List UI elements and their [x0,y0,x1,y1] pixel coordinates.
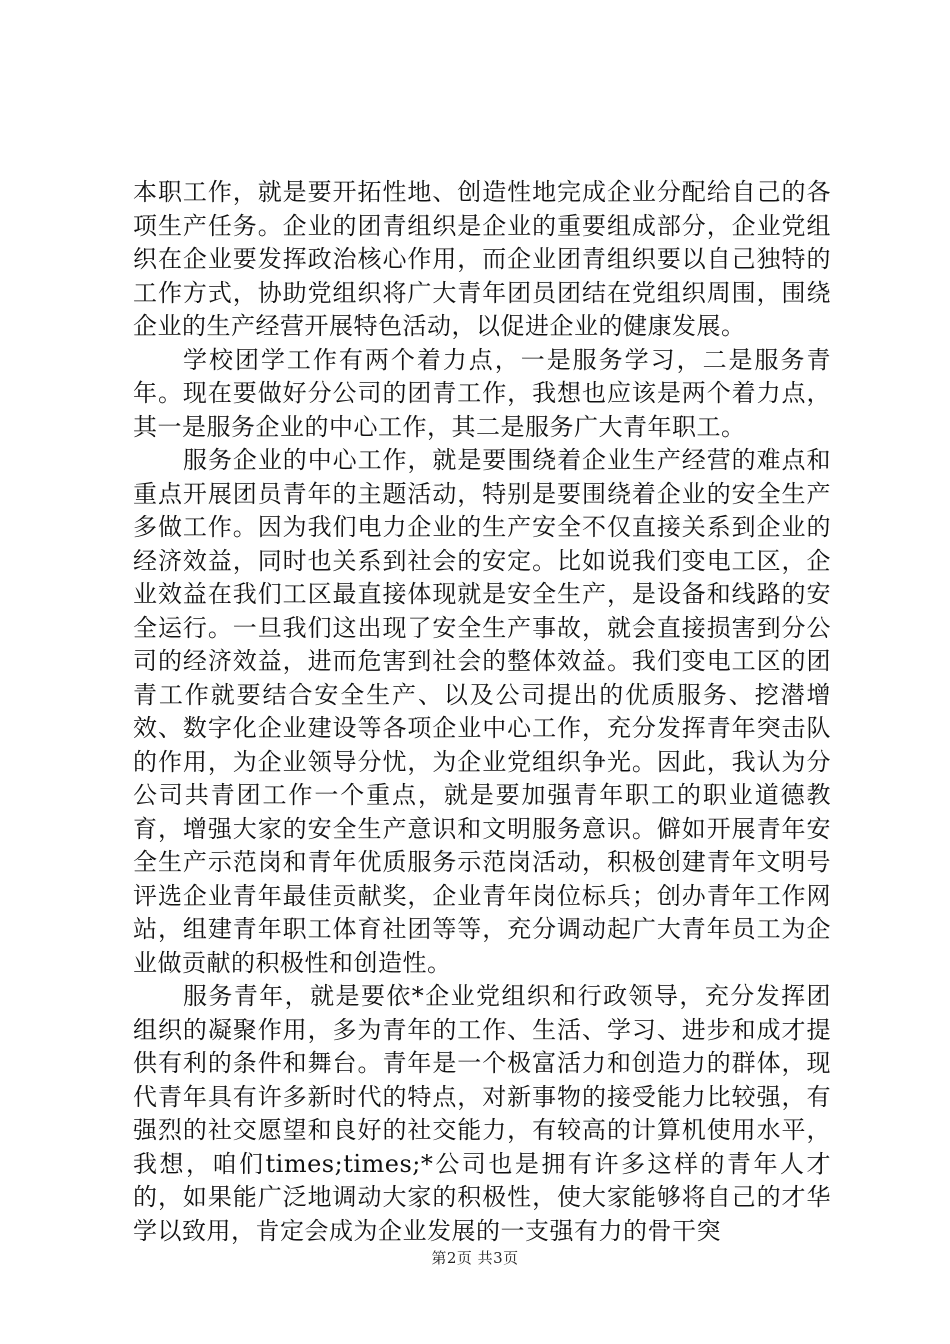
paragraph-2: 学校团学工作有两个着力点，一是服务学习，二是服务青年。现在要做好分公司的团青工作，我想也应该是两个着力点，其一是服务企业的中心工作，其二是服务广大青年职工。 [133,345,831,441]
page-number-footer: 第2页 共3页 [431,1249,519,1267]
document-body [133,176,831,1248]
paragraph-4: 服务青年，就是要依*企业党组织和行政领导，充分发挥团组织的凝聚作用，多为青年的工作、生活、学习、进步和成才提供有利的条件和舞台。青年是一个极富活力和创造力的群体，现代青年具有许多新时代的特点，对新事物的接受能力比较强，有强烈的社交愿望和良好的社交能力，有较高的计算机使用水平，我想，咱们times;times;*公司也是拥有许多这样的青年人才的，如果能广泛地调动大家的积极性，使大家能够将自己的才华学以致用，肯定会成为企业发展的一支强有力的骨干突 [133,982,831,1245]
paragraph-1: 本职工作，就是要开拓性地、创造性地完成企业分配给自己的各项生产任务。企业的团青组织是企业的重要组成部分，企业党组织在企业要发挥政治核心作用，而企业团青组织要以自己独特的工作方式，协助党组织将广大青年团员团结在党组织周围，围绕企业的生产经营开展特色活动，以促进企业的健康发展。 [133,178,831,340]
paragraph-3: 服务企业的中心工作，就是要围绕着企业生产经营的难点和重点开展团员青年的主题活动，特别是要围绕着企业的安全生产多做工作。因为我们电力企业的生产安全不仅直接关系到企业的经济效益，同时也关系到社会的安定。比如说我们变电工区，企业效益在我们工区最直接体现就是安全生产，是设备和线路的安全运行。一旦我们这出现了安全生产事故，就会直接损害到分公司的经济效益，进而危害到社会的整体效益。我们变电工区的团青工作就要结合安全生产、以及公司提出的优质服务、挖潜增效、数字化企业建设等各项企业中心工作，充分发挥青年突击队的作用，为企业领导分忧，为企业党组织争光。因此，我认为分公司共青团工作一个重点，就是要加强青年职工的职业道德教育，增强大家的安全生产意识和文明服务意识。僻如开展青年安全生产示范岗和青年优质服务示范岗活动，积极创建青年文明号评选企业青年最佳贡献奖，企业青年岗位标兵；创办青年工作网站，组建青年职工体育社团等等，充分调动起广大青年员工为企业做贡献的积极性和创造性。 [133,446,831,977]
